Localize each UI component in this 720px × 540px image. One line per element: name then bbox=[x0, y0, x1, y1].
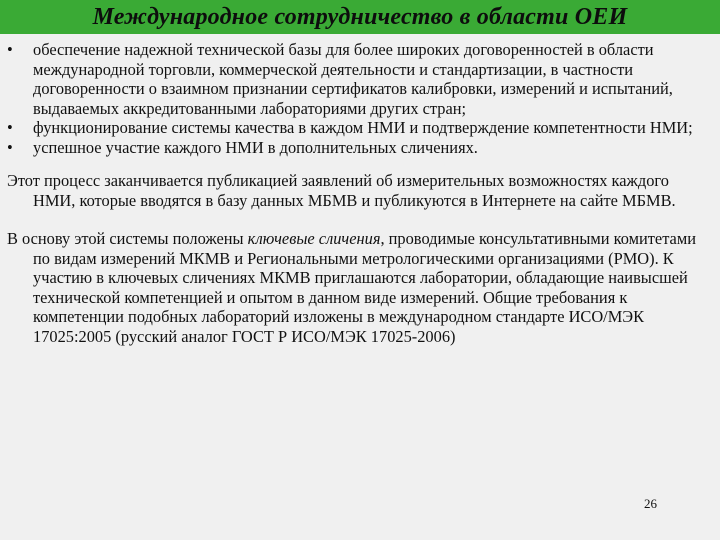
paragraph-text-end: , проводимые консультативными комитетами по видам измерений МКМВ и Региональными метрологическими организациями (РМО). К участию в ключевых сличениях МКМВ приглашаются лаборатории, обладающие наивысшей технической компетенцией и опытом в данном виде измерений. Общие требования к компетенции подобных лабораторий изложены в международном стандарте ИСО/МЭК 17025:2005 (русский аналог ГОСТ Р ИСО/МЭК 17025-2006) bbox=[33, 229, 696, 346]
bullet-dot: • bbox=[7, 118, 13, 137]
slide-title: Международное сотрудничество в области ОЕИ bbox=[92, 3, 628, 30]
paragraph-process: Этот процесс заканчивается публикацией заявлений об измерительных возможностях каждого НМИ, которые вводятся в базу данных МБМВ и публикуются в Интернете на сайте МБМВ. bbox=[7, 171, 676, 210]
bullet-item bbox=[7, 40, 713, 118]
paragraph-text-start: В основу этой системы положены bbox=[7, 229, 248, 248]
title-bar bbox=[0, 0, 720, 34]
bullet-dot: • bbox=[7, 40, 13, 59]
slide-content bbox=[7, 40, 713, 346]
bullet-text: успешное участие каждого НМИ в дополнительных сличениях. bbox=[33, 137, 478, 157]
paragraph-key-comparisons bbox=[7, 229, 713, 346]
bullet-item bbox=[7, 138, 713, 158]
bullet-list bbox=[7, 40, 713, 157]
bullet-item bbox=[7, 118, 713, 138]
bullet-text: обеспечение надежной технической базы для более широких договоренностей в области международной торговли, коммерческой деятельности и стандартизации, в частности договоренности о взаимном признании сертификатов калибровки, измерений и испытаний, выдаваемых аккредитованными лабораториями других стран; bbox=[33, 40, 673, 118]
key-comparisons-term: ключевые сличения bbox=[247, 229, 381, 248]
page-number: 26 bbox=[644, 496, 657, 511]
bullet-text: функционирование системы качества в каждом НМИ и подтверждение компетентности НМИ; bbox=[33, 118, 693, 137]
bullet-dot: • bbox=[7, 137, 13, 157]
